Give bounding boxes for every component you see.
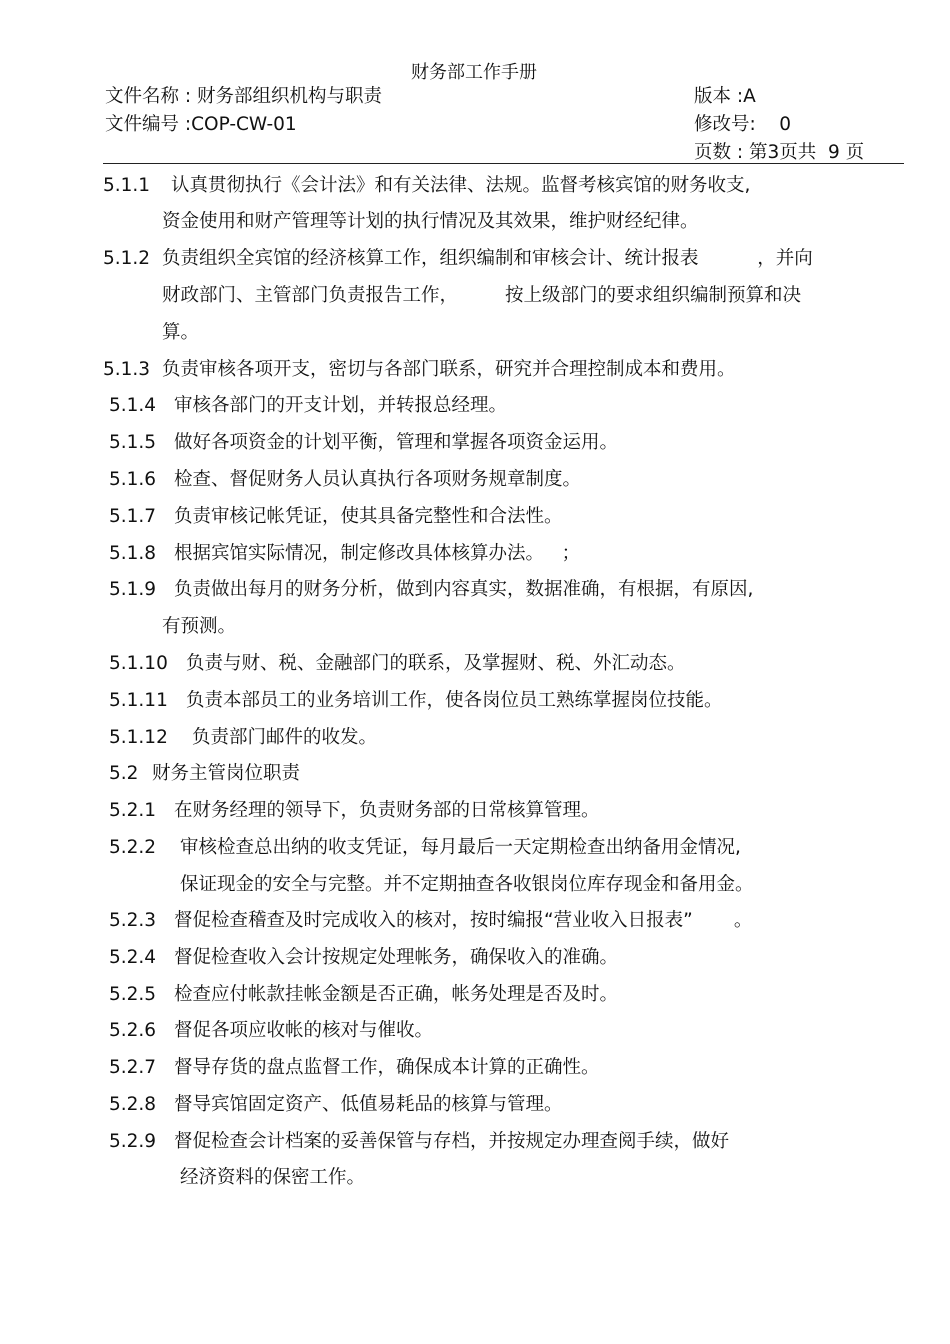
item-text: 负责审核记帐凭证，使其具备完整性和合法性。 — [174, 506, 563, 527]
item-number: 5.2.3 — [109, 910, 157, 931]
item-number: 5.2.9 — [109, 1131, 157, 1152]
item-text: 资金使用和财产管理等计划的执行情况及其效果，维护财经纪律。 — [162, 211, 699, 232]
item-number: 5.1.4 — [109, 395, 157, 416]
item-number: 5.2.5 — [109, 984, 157, 1005]
item-number: 5.1.1 — [103, 175, 151, 196]
version-label: 版本 :A — [694, 86, 756, 107]
header-divider — [103, 163, 904, 164]
manual-title: 财务部工作手册 — [411, 62, 537, 83]
item-number: 5.2.7 — [109, 1057, 157, 1078]
item-text: 督促检查会计档案的妥善保管与存档，并按规定办理查阅手续，做好 — [174, 1131, 730, 1152]
item-text: 负责审核各项开支，密切与各部门联系，研究并合理控制成本和费用。 — [162, 359, 736, 380]
item-text: 有预测。 — [162, 616, 237, 637]
item-text: 认真贯彻执行《会计法》和有关法律、法规。监督考核宾馆的财务收支, — [171, 175, 751, 196]
item-text: 检查应付帐款挂帐金额是否正确，帐务处理是否及时。 — [174, 984, 619, 1005]
item-text: 检查、督促财务人员认真执行各项财务规章制度。 — [174, 469, 582, 490]
item-number: 5.2.4 — [109, 947, 157, 968]
item-text: 算。 — [162, 322, 200, 343]
item-number: 5.1.8 — [109, 543, 157, 564]
item-number: 5.2.2 — [109, 837, 157, 858]
item-number: 5.1.10 — [109, 653, 168, 674]
file-name: 文件名称 : 财务部组织机构与职责 — [105, 86, 382, 107]
item-number: 5.1.7 — [109, 506, 157, 527]
section-title: 财务主管岗位职责 — [152, 763, 301, 784]
item-number: 5.1.11 — [109, 690, 168, 711]
item-number: 5.1.6 — [109, 469, 157, 490]
item-text: 督促各项应收帐的核对与催收。 — [174, 1020, 434, 1041]
item-text: 督促检查稽查及时完成收入的核对，按时编报“营业收入日报表” 。 — [174, 910, 753, 931]
item-text: 审核检查总出纳的收支凭证，每月最后一天定期检查出纳备用金情况, — [180, 837, 741, 858]
item-number: 5.2.1 — [109, 800, 157, 821]
item-number: 5.1.3 — [103, 359, 151, 380]
item-text: 经济资料的保密工作。 — [180, 1167, 366, 1188]
item-number: 5.1.2 — [103, 248, 151, 269]
item-text: 督促检查收入会计按规定处理帐务，确保收入的准确。 — [174, 947, 619, 968]
item-text: 督导存货的盘点监督工作，确保成本计算的正确性。 — [174, 1057, 600, 1078]
item-number: 5.1.9 — [109, 579, 157, 600]
item-text: 审核各部门的开支计划，并转报总经理。 — [174, 395, 508, 416]
item-number: 5.1.5 — [109, 432, 157, 453]
item-text: 负责与财、税、金融部门的联系，及掌握财、税、外汇动态。 — [186, 653, 686, 674]
item-text: 督导宾馆固定资产、低值易耗品的核算与管理。 — [174, 1094, 563, 1115]
item-number: 5.1.12 — [109, 727, 168, 748]
file-number: 文件编号 :COP-CW-01 — [105, 114, 297, 135]
item-number: 5.2.8 — [109, 1094, 157, 1115]
page-count: 页数 : 第3页共 9 页 — [694, 142, 865, 163]
item-text: 负责部门邮件的收发。 — [192, 727, 378, 748]
revision-label: 修改号: 0 — [694, 114, 792, 135]
item-text: 财政部门、主管部门负责报告工作， 按上级部门的要求组织编制预算和决 — [162, 285, 802, 306]
item-text: 负责本部员工的业务培训工作，使各岗位员工熟练掌握岗位技能。 — [186, 690, 723, 711]
item-number: 5.2.6 — [109, 1020, 157, 1041]
item-text: 保证现金的安全与完整。并不定期抽查各收银岗位库存现金和备用金。 — [180, 874, 754, 895]
item-text: 负责做出每月的财务分析，做到内容真实，数据准确，有根据，有原因, — [174, 579, 754, 600]
item-text: 根据宾馆实际情况，制定修改具体核算办法。 ； — [174, 543, 581, 564]
item-text: 做好各项资金的计划平衡，管理和掌握各项资金运用。 — [174, 432, 619, 453]
item-text: 负责组织全宾馆的经济核算工作，组织编制和审核会计、统计报表 ，并向 — [162, 248, 813, 269]
item-text: 在财务经理的领导下，负责财务部的日常核算管理。 — [174, 800, 600, 821]
section-number: 5.2 — [109, 763, 139, 784]
